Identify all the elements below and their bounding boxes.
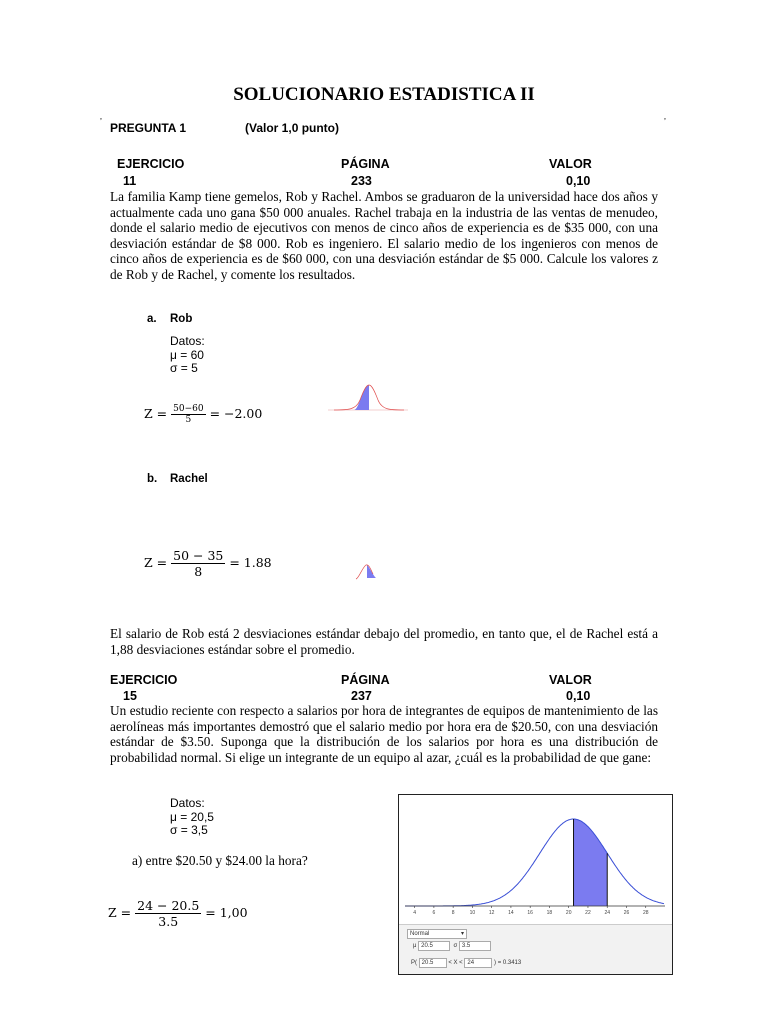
pagina-number: 233 xyxy=(351,174,372,188)
x-tick-label: 14 xyxy=(508,910,514,916)
distribution-calculator xyxy=(398,794,673,975)
x-tick-label: 10 xyxy=(469,910,476,916)
header-ejercicio: EJERCICIO xyxy=(110,673,178,687)
margin-mark: , xyxy=(100,112,102,121)
between-label: < X < xyxy=(448,960,463,966)
item-marker: a. xyxy=(147,313,157,325)
calculator-controls xyxy=(399,924,672,975)
rachel-normal-curve xyxy=(353,560,383,582)
x-tick-label: 24 xyxy=(604,910,611,916)
sigma-label: σ xyxy=(453,943,458,949)
datos-mu: μ = 20,5 xyxy=(170,809,214,824)
item-label-rob: Rob xyxy=(170,313,193,325)
datos-title: Datos: xyxy=(170,334,205,348)
ex2-z-equation xyxy=(108,898,248,929)
x-tick-label: 26 xyxy=(623,910,630,916)
distribution-value: Normal xyxy=(410,931,430,937)
z-denominator: 3.5 xyxy=(158,914,179,929)
params-row xyxy=(413,941,491,951)
probability-row xyxy=(411,958,521,968)
datos-title: Datos: xyxy=(170,796,205,810)
rachel-z-equation xyxy=(144,548,272,579)
header-valor: VALOR xyxy=(549,673,592,687)
z-lhs: Z = xyxy=(144,555,168,570)
ejercicio-number: 15 xyxy=(123,689,137,703)
x-axis-ticks xyxy=(413,906,649,916)
z-fraction xyxy=(135,898,201,929)
x-tick-label: 16 xyxy=(527,910,533,916)
valor-number: 0,10 xyxy=(566,689,591,703)
probability-result: ) = 0.3413 xyxy=(494,960,522,966)
x-tick-label: 6 xyxy=(432,910,436,916)
question-item-a: a) entre $20.50 y $24.00 la hora? xyxy=(132,853,308,868)
z-numerator: 50−60 xyxy=(173,404,204,414)
x-tick-label: 28 xyxy=(642,910,649,916)
valor-number: 0,10 xyxy=(566,174,591,188)
item-label-rachel: Rachel xyxy=(170,473,208,485)
exercise-statement: La familia Kamp tiene gemelos, Rob y Rachel. Ambos se graduaron de la universidad hace dos años y actualmente cada uno gana $50 000 anuales. Rachel trabaja en la industria de las ventas de menudeo, donde el salario medio de ejecutivos con menos de cinco años de experiencia es de $35 000, con una desviación estándar de $8 000. Rob es ingeniero. El salario medio de los ingenieros con menos de cinco años de experiencia es de $60 000, con una desviación estándar de $5 000. Calcule los valores z de Rob y de Rachel, y comente los resultados. xyxy=(110,189,658,282)
header-pagina: PÁGINA xyxy=(341,157,390,171)
datos-sigma: σ = 3,5 xyxy=(170,823,208,837)
sigma-input[interactable]: 3.5 xyxy=(459,941,491,951)
result-comment: El salario de Rob está 2 desviaciones estándar debajo del promedio, en tanto que, el de Rachel está a 1,88 desviaciones estándar sobre el promedio. xyxy=(110,626,658,657)
x-tick-label: 22 xyxy=(585,910,591,916)
z-denominator: 5 xyxy=(185,415,192,425)
datos-block xyxy=(170,335,205,376)
header-valor: VALOR xyxy=(549,157,592,171)
rob-normal-curve xyxy=(326,382,410,414)
z-fraction xyxy=(171,404,205,425)
z-rhs: = 1,00 xyxy=(205,905,248,920)
upper-input[interactable]: 24 xyxy=(464,958,492,968)
mu-input[interactable]: 20.5 xyxy=(418,941,450,951)
lower-input[interactable]: 20.5 xyxy=(419,958,447,968)
ejercicio-number: 11 xyxy=(123,174,137,188)
normal-curve xyxy=(405,819,664,906)
distribution-select[interactable] xyxy=(407,929,467,939)
z-rhs: = 1.88 xyxy=(229,555,272,570)
z-lhs: Z = xyxy=(108,905,132,920)
x-tick-label: 8 xyxy=(451,910,455,916)
mu-label: μ xyxy=(413,943,417,949)
item-marker: b. xyxy=(147,473,158,485)
chevron-down-icon: ▾ xyxy=(460,931,464,937)
datos-sigma: σ = 5 xyxy=(170,361,198,375)
z-lhs: Z = xyxy=(144,406,168,421)
rob-z-equation xyxy=(144,404,262,425)
question-value: (Valor 1,0 punto) xyxy=(245,121,340,135)
z-denominator: 8 xyxy=(194,564,203,579)
z-fraction xyxy=(171,548,225,579)
question-label: PREGUNTA 1 xyxy=(110,121,187,135)
margin-mark: , xyxy=(664,112,666,121)
x-tick-label: 4 xyxy=(413,910,417,916)
shaded-region xyxy=(574,819,608,906)
p-label: P( xyxy=(411,960,417,966)
exercise-statement: Un estudio reciente con respecto a salarios por hora de integrantes de equipos de mantenimiento de las aerolíneas más importantes demostró que el salario medio por hora era de $20.50, con una desviación estándar de $3.50. Suponga que la distribución de los salarios por hora es una distribución de probabilidad normal. Si elige un integrante de un equipo al azar, ¿cuál es la probabilidad de que gane: xyxy=(110,703,658,765)
datos-block xyxy=(170,797,214,838)
header-pagina: PÁGINA xyxy=(341,673,390,687)
z-rhs: = −2.00 xyxy=(209,406,263,421)
normal-plot xyxy=(399,795,672,920)
datos-mu: μ = 60 xyxy=(170,347,204,362)
x-tick-label: 12 xyxy=(488,910,495,916)
page-title: SOLUCIONARIO ESTADISTICA II xyxy=(233,84,535,105)
shaded-area xyxy=(354,385,369,410)
pagina-number: 237 xyxy=(351,689,372,703)
z-numerator: 50 − 35 xyxy=(173,548,224,563)
x-tick-label: 18 xyxy=(546,910,553,916)
z-numerator: 24 − 20.5 xyxy=(137,898,200,913)
x-tick-label: 20 xyxy=(565,910,572,916)
header-ejercicio: EJERCICIO xyxy=(117,157,185,171)
